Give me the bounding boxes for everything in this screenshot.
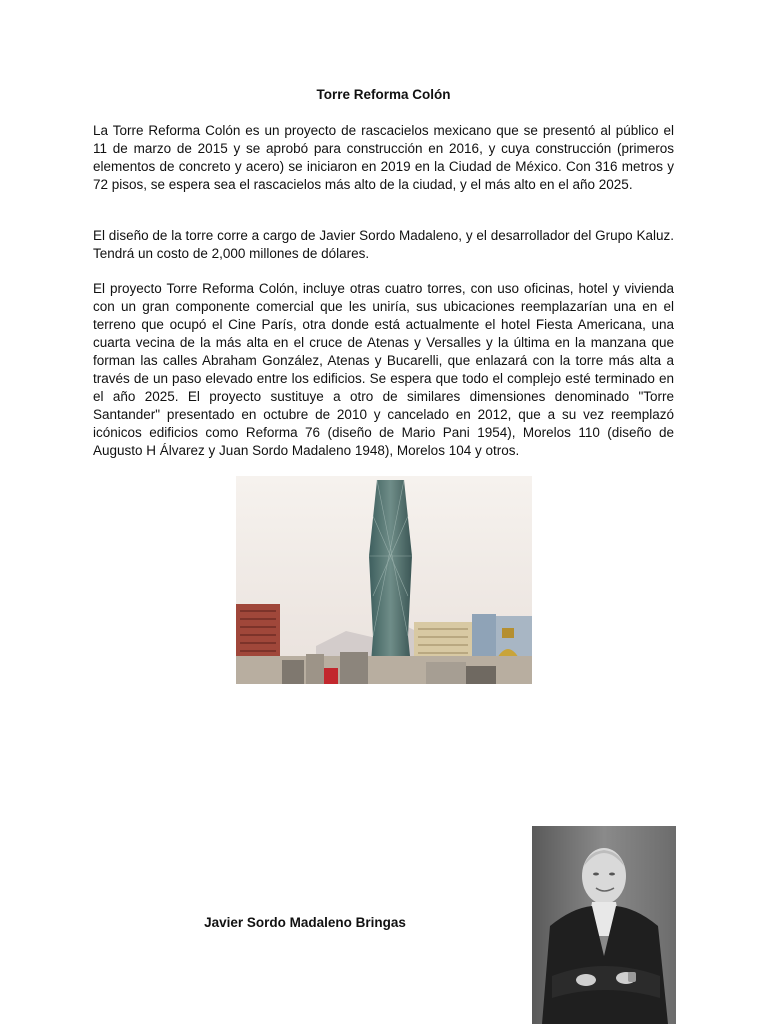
- paragraph-project: El proyecto Torre Reforma Colón, incluye otras cuatro torres, con uso oficinas, hotel y vivienda con un gran componente comercial que les uniría, sus ubicaciones reemplazarían una en el terreno que ocupó el Cine París, otra donde está actualmente el hotel Fiesta Americana, una cuarta vecina de la más alta en el cruce de Atenas y Versalles y la última en la manzana que forman las calles Abraham González, Atenas y Bucarelli, que enlazará con la torre más alta a través de un paso elevado entre los edificios. Se espera que todo el complejo esté terminado en el año 2025. El proyecto sustituye a otro de similares dimensiones denominado "Torre Santander" presentado en octubre de 2010 y cancelado en 2012, que a su vez reemplazó icónicos edificios como Reforma 76 (diseño de Mario Pani 1954), Morelos 110 (diseño de Augusto H Álvarez y Juan Sordo Madaleno 1948), Morelos 104 y otros.: [93, 281, 674, 458]
- paragraph-intro: La Torre Reforma Colón es un proyecto de rascacielos mexicano que se presentó al público el 11 de marzo de 2015 y se aprobó para construcción en 2016, y cuya construcción (primeros elementos de concreto y acero) se iniciaron en 2019 en la Ciudad de México. Con 316 metros y 72 pisos, se espera sea el rascacielos más alto de la ciudad, y el más alto en el año 2025.: [93, 123, 674, 192]
- tower-skyline-photo: [236, 476, 532, 684]
- portrait-photo: [532, 826, 676, 1024]
- document-title: Torre Reforma Colón: [316, 87, 451, 102]
- portrait-caption: Javier Sordo Madaleno Bringas: [204, 915, 406, 930]
- paragraph-design: El diseño de la torre corre a cargo de Javier Sordo Madaleno, y el desarrollador del Grupo Kaluz. Tendrá un costo de 2,000 millones de dólares.: [93, 228, 674, 261]
